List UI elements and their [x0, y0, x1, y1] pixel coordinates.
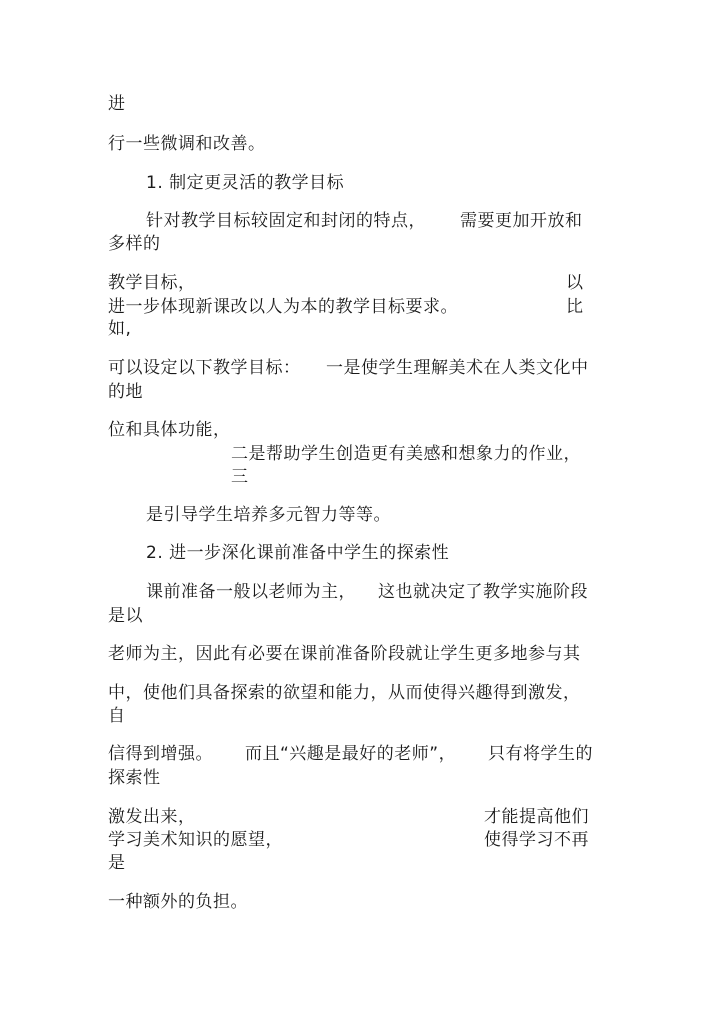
text-line: 进: [108, 94, 126, 114]
section-heading-1: 1. 制定更灵活的教学目标: [146, 173, 345, 193]
text-line: 位和具体功能，: [108, 420, 231, 440]
text-line: 自: [108, 706, 126, 726]
text-line: 的地: [108, 382, 143, 402]
text-line: 二是帮助学生创造更有美感和想象力的作业，: [231, 444, 581, 464]
text-line: 中，使他们具备探索的欲望和能力，从而使得兴趣得到激发，: [108, 683, 581, 703]
text-line: 是以: [108, 606, 143, 626]
text-line: 一是使学生理解美术在人类文化中: [326, 358, 589, 378]
text-line: 行一些微调和改善。: [108, 134, 266, 154]
text-line: 这也就决定了教学实施阶段: [378, 582, 588, 602]
text-line: 老师为主，因此有必要在课前准备阶段就让学生更多地参与其: [108, 644, 581, 664]
text-line: 是: [108, 853, 126, 873]
text-line: 探索性: [108, 768, 161, 788]
text-line: 只有将学生的: [488, 744, 593, 764]
text-line: 三: [231, 467, 249, 487]
text-line: 多样的: [108, 234, 161, 254]
text-line: 针对教学目标较固定和封闭的特点，: [146, 211, 426, 231]
text-line: 使得学习不再: [484, 830, 589, 850]
text-line: 课前准备一般以老师为主，: [146, 582, 356, 602]
text-line: 而且“兴趣是最好的老师”，: [245, 744, 457, 764]
text-line: 以: [566, 273, 584, 293]
text-line: 比: [566, 297, 584, 317]
text-line: 可以设定以下教学目标：: [108, 358, 301, 378]
text-line: 信得到增强。: [108, 744, 213, 764]
text-line: 激发出来，: [108, 807, 196, 827]
text-line: 需要更加开放和: [460, 211, 583, 231]
text-line: 如,: [108, 319, 132, 339]
text-line: 才能提高他们: [484, 807, 589, 827]
text-line: 一种额外的负担。: [108, 892, 248, 912]
text-line: 进一步体现新课改以人为本的教学目标要求。: [108, 297, 458, 317]
section-heading-2: 2. 进一步深化课前准备中学生的探索性: [146, 543, 450, 563]
text-line: 教学目标，: [108, 273, 196, 293]
text-line: 学习美术知识的愿望，: [108, 830, 283, 850]
text-line: 是引导学生培养多元智力等等。: [146, 505, 391, 525]
